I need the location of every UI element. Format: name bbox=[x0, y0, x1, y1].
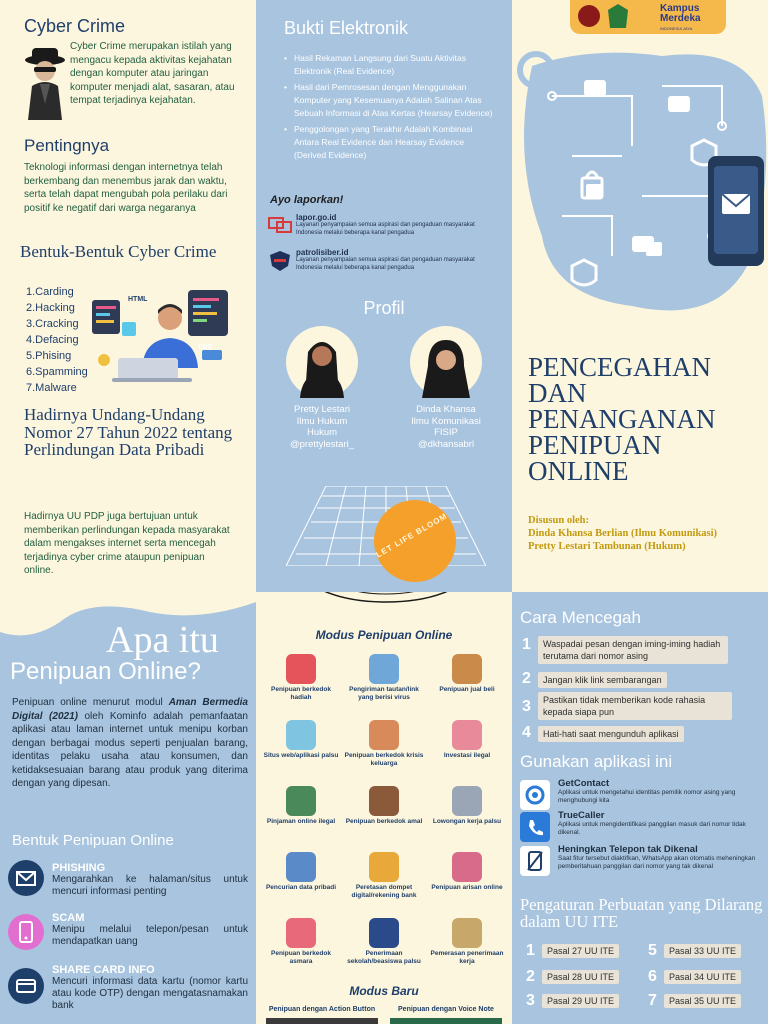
disusun-label: Disusun oleh: bbox=[528, 515, 589, 526]
tip-item: Jangan klik link sembarangan bbox=[538, 672, 667, 688]
pasal-item: Pasal 34 UU ITE bbox=[664, 970, 741, 984]
modus-label: Penerimaan sekolah/beasiswa palsu bbox=[347, 950, 421, 965]
modus-item bbox=[426, 786, 508, 826]
truecaller-icon[interactable] bbox=[520, 812, 550, 842]
modus-item bbox=[343, 786, 425, 826]
modus-baru-title: Modus Baru bbox=[349, 984, 419, 998]
modus-item bbox=[426, 852, 508, 892]
modus-label: Pinjaman online ilegal bbox=[266, 818, 336, 825]
lapor-name: lapor.go.id bbox=[296, 213, 337, 222]
modus-illustration-icon bbox=[369, 786, 399, 816]
app-desc: Saat fitur tersebut diaktifkan, WhatsApp akan otomatis meheningkan pemberitahuan panggilan dari nomor yang tak dikenal bbox=[558, 855, 756, 870]
programmer-illustration bbox=[92, 288, 240, 388]
share-card-icon bbox=[8, 968, 44, 1004]
pasal-number: 7 bbox=[648, 992, 657, 1009]
mode-desc: Mencuri informasi data kartu (nomor kartu atau kode OTP) dengan mengatasnamakan bank bbox=[52, 976, 248, 1011]
list-item: 1.Carding bbox=[26, 286, 74, 298]
modus-baru-item: Penipuan dengan Action Button bbox=[268, 1006, 376, 1013]
profile-handle[interactable]: @dkhansabrl bbox=[417, 438, 475, 450]
list-item: • Hasil Rekaman Langsung dari Suatu Aktivitas Elektronik (Real Evidence) bbox=[282, 52, 496, 78]
modus-item bbox=[343, 918, 425, 966]
app-desc: Aplikasi untuk mengetahui identitas pemilik nomor asing yang menghubungi kita bbox=[558, 789, 736, 804]
title-line: DAN bbox=[528, 378, 587, 408]
modus-illustration-icon bbox=[452, 918, 482, 948]
modus-label: Pemerasan penerimaan kerja bbox=[430, 950, 504, 965]
definition-pre: Penipuan online menurut modul bbox=[12, 697, 163, 708]
list-item: 3.Cracking bbox=[26, 318, 79, 330]
uu-pdp-text: Hadirnya UU PDP juga bertujuan untuk memberikan perlindungan kepada masyarakat dalam mengakses internet serta mencegah terjadinya cyber crime ataupun penipuan online. bbox=[24, 511, 230, 576]
app-truecaller bbox=[558, 810, 762, 837]
tip-item: Pastikan tidak memberikan kode rahasia kepada siapa pun bbox=[538, 692, 732, 720]
patroli-siber-name: patrolisiber.id bbox=[296, 248, 349, 257]
kampus-merdeka-sub: INDONESIA JAYA bbox=[660, 26, 693, 31]
list-item: 6.Spamming bbox=[26, 366, 88, 378]
modus-item bbox=[260, 918, 342, 966]
profile-pretty bbox=[272, 404, 372, 450]
pasal-item: Pasal 29 UU ITE bbox=[542, 994, 619, 1008]
modus-baru-item: Penipuan dengan Voice Note bbox=[398, 1006, 494, 1013]
modus-illustration-icon bbox=[369, 720, 399, 750]
panel-bukti-elektronik bbox=[256, 0, 512, 592]
title-line: PENIPUAN bbox=[528, 430, 662, 460]
modus-item bbox=[260, 852, 342, 892]
list-item: • Hasil dari Pemrosesan dengan Menggunakan Komputer yang Kesemuanya Adalah Salinan Atas Sebuah Informasi di Atas Kertas (Hearsay Evidence) bbox=[282, 81, 496, 120]
modus-baru-screenshot bbox=[266, 1018, 378, 1024]
modus-illustration-icon bbox=[452, 720, 482, 750]
pasal-number: 3 bbox=[526, 992, 535, 1009]
profile-faculty: Hukum bbox=[306, 427, 338, 438]
title-line: ONLINE bbox=[528, 456, 629, 486]
modus-illustration-icon bbox=[369, 918, 399, 948]
bentuk-penipuan-title: Bentuk Penipuan Online bbox=[12, 832, 174, 849]
panel-cyber-crime bbox=[0, 0, 256, 592]
modus-baru-screenshot bbox=[390, 1018, 502, 1024]
modus-item bbox=[426, 720, 508, 760]
cover-authors bbox=[528, 514, 764, 553]
cyber-security-illustration bbox=[512, 36, 768, 336]
author-name: Dinda Khansa Berlian (Ilmu Komunikasi) bbox=[528, 528, 718, 539]
title-line: PENANGANAN bbox=[528, 404, 716, 434]
app-getcontact bbox=[558, 778, 762, 805]
mode-desc: Menipu melalui telepon/pesan untuk mendapatkan uang bbox=[52, 924, 248, 947]
profile-handle[interactable]: @prettylestari_ bbox=[289, 438, 355, 450]
modus-illustration-icon bbox=[452, 786, 482, 816]
modus-label: Penipuan jual beli bbox=[439, 686, 495, 693]
mode-title: PHISHING bbox=[52, 862, 106, 874]
modus-illustration-icon bbox=[286, 786, 316, 816]
modus-title: Modus Penipuan Online bbox=[315, 628, 453, 642]
modus-illustration-icon bbox=[452, 852, 482, 882]
penipuan-definition bbox=[12, 696, 248, 791]
cyber-crime-text: Cyber Crime merupakan istilah yang mengacu kepada aktivitas kejahatan dengan komputer atau jaringan komputer menjadi alat, sasaran, atau tempat terjadinya kejahatan. bbox=[70, 41, 235, 106]
mode-phishing bbox=[52, 862, 248, 898]
modus-illustration-icon bbox=[286, 654, 316, 684]
lapor-logo-icon bbox=[268, 216, 292, 234]
pasal-item: Pasal 27 UU ITE bbox=[542, 944, 619, 958]
bukti-list bbox=[282, 52, 496, 165]
mode-title: SHARE CARD INFO bbox=[52, 964, 155, 976]
whatsapp-silence-icon[interactable] bbox=[520, 846, 550, 876]
regional-seal-icon bbox=[608, 4, 628, 28]
phishing-icon bbox=[8, 860, 44, 896]
modus-item bbox=[343, 654, 425, 702]
modus-item bbox=[260, 654, 342, 702]
modus-label: Penipuan arisan online bbox=[431, 884, 503, 891]
modus-item bbox=[426, 918, 508, 966]
modus-illustration-icon bbox=[369, 654, 399, 684]
author-name: Pretty Lestari Tambunan (Hukum) bbox=[528, 541, 686, 552]
tip-item: Waspadai pesan dengan iming-iming hadiah terutama dari nomor asing bbox=[538, 636, 728, 664]
panel-cover bbox=[512, 0, 768, 592]
list-item: 4.Defacing bbox=[26, 334, 79, 346]
lapor-desc: Layanan penyampaian semua aspirasi dan pengaduan masyarakat Indonesia melalui beberapa kanal pengadua bbox=[296, 222, 475, 236]
title-line: PENCEGAHAN bbox=[528, 352, 712, 382]
css-label: CSS bbox=[198, 344, 213, 351]
pentingnya-text: Teknologi informasi dengan internetnya telah berkembang dan menembus jarak dan waktu, serta telah dapat mengubah pola perilaku dari positif ke negatif dari warga negaranya bbox=[24, 162, 228, 214]
modus-label: Penipuan berkedok amal bbox=[345, 818, 423, 825]
modus-label: Penipuan berkedok krisis keluarga bbox=[344, 752, 424, 767]
pasal-number: 2 bbox=[526, 968, 535, 985]
modus-label: Situs web/aplikasi palsu bbox=[263, 752, 339, 759]
modus-label: Investasi ilegal bbox=[443, 752, 491, 759]
logo-bar bbox=[570, 0, 726, 34]
tip-number: 2 bbox=[522, 670, 531, 687]
modus-label: Penipuan berkedok asmara bbox=[271, 950, 331, 965]
cara-mencegah-title: Cara Mencegah bbox=[520, 608, 641, 627]
pengaturan-title: Pengaturan Perbuatan yang Dilarang dalam UU ITE bbox=[520, 895, 763, 931]
modus-label: Peretasan dompet digital/rekening bank bbox=[351, 884, 417, 899]
pasal-item: Pasal 35 UU ITE bbox=[664, 994, 741, 1008]
badge-text: LET LIFE BLOOM bbox=[374, 511, 449, 560]
pasal-number: 5 bbox=[648, 942, 657, 959]
apps-title: Gunakan aplikasi ini bbox=[520, 752, 673, 771]
profile-name: Pretty Lestari bbox=[294, 404, 350, 415]
bukti-title: Bukti Elektronik bbox=[284, 18, 409, 38]
profile-photo-dinda bbox=[410, 326, 482, 398]
list-item: 2.Hacking bbox=[26, 302, 75, 314]
cyber-crime-title: Cyber Crime bbox=[24, 16, 126, 36]
app-name: TrueCaller bbox=[558, 810, 605, 821]
patroli-siber-desc: Layanan penyampaian semua aspirasi dan pengaduan masyarakat Indonesia melalui beberapa kanal pengadua bbox=[296, 257, 475, 271]
modus-illustration-icon bbox=[286, 852, 316, 882]
profile-dept: Ilmu Hukum bbox=[296, 415, 348, 427]
app-heningkan bbox=[558, 844, 762, 871]
modus-illustration-icon bbox=[286, 720, 316, 750]
profil-title: Profil bbox=[363, 298, 405, 318]
profile-faculty: FISIP bbox=[434, 427, 458, 438]
tip-number: 3 bbox=[522, 698, 531, 715]
tip-number: 4 bbox=[522, 724, 531, 741]
modus-item bbox=[260, 786, 342, 826]
mode-share-card bbox=[52, 964, 248, 1012]
app-name: Heningkan Telepon tak Dikenal bbox=[558, 844, 698, 855]
getcontact-icon[interactable] bbox=[520, 780, 550, 810]
university-logo-icon bbox=[578, 5, 600, 27]
pasal-number: 1 bbox=[526, 942, 535, 959]
bentuk-cyber-title: Bentuk-Bentuk Cyber Crime bbox=[20, 242, 217, 261]
penipuan-online-title: Penipuan Online? bbox=[10, 658, 201, 685]
modus-item bbox=[426, 654, 508, 694]
profile-dept: Ilmu Komunikasi bbox=[411, 415, 481, 427]
html-label: HTML bbox=[128, 296, 148, 303]
modus-item bbox=[343, 852, 425, 900]
pasal-item: Pasal 33 UU ITE bbox=[664, 944, 741, 958]
profile-dinda bbox=[396, 404, 496, 450]
modus-label: Pengiriman tautan/link yang berisi virus bbox=[349, 686, 419, 701]
mode-desc: Mengarahkan ke halaman/situs untuk mencuri informasi penting bbox=[52, 874, 248, 897]
profile-photo-pretty bbox=[286, 326, 358, 398]
lapor-item[interactable] bbox=[296, 213, 502, 237]
pasal-number: 6 bbox=[648, 968, 657, 985]
panel-modus-penipuan bbox=[256, 592, 512, 1024]
modus-illustration-icon bbox=[452, 654, 482, 684]
mode-scam bbox=[52, 912, 248, 948]
kampus-merdeka-logo: Kampus Merdeka bbox=[660, 3, 701, 24]
panel-apa-itu bbox=[0, 592, 256, 1024]
patroli-siber-logo-icon bbox=[268, 250, 292, 272]
mode-title: SCAM bbox=[52, 912, 85, 924]
list-item: 7.Malware bbox=[26, 382, 77, 394]
tip-number: 1 bbox=[522, 636, 531, 653]
pentingnya-title: Pentingnya bbox=[24, 136, 110, 155]
uu-pdp-title: Hadirnya Undang-Undang Nomor 27 Tahun 2022 tentang Perlindungan Data Pribadi bbox=[24, 405, 233, 459]
bentuk-cyber-list bbox=[26, 284, 88, 396]
modus-item bbox=[260, 720, 342, 760]
modus-grid bbox=[256, 592, 512, 984]
modus-item bbox=[343, 720, 425, 768]
definition-post: oleh Kominfo adalah pemanfaatan aplikasi atau laman internet untuk menipu korban dengan berbagai modus seperti penjualan barang, identitas pelaku usaha atau konsumen, dan ketidaksesuaian barang atau produk yang diterima dengan yang dipesan. bbox=[12, 710, 248, 789]
cover-title bbox=[528, 354, 716, 484]
ayo-laporkan-title: Ayo laporkan! bbox=[270, 194, 344, 206]
panel-cara-mencegah bbox=[512, 592, 768, 1024]
app-name: GetContact bbox=[558, 778, 610, 789]
app-desc: Aplikasi untuk mengidentifikasi panggilan masuk dari nomor tidak dikenal. bbox=[558, 821, 746, 836]
modus-illustration-icon bbox=[369, 852, 399, 882]
tip-item: Hati-hati saat mengunduh aplikasi bbox=[538, 726, 684, 742]
patroli-siber-item[interactable] bbox=[296, 248, 502, 272]
list-item: 5.Phising bbox=[26, 350, 72, 362]
definition-book: Aman Bermedia Digital (2021) bbox=[12, 697, 248, 722]
scam-phone-icon bbox=[8, 914, 44, 950]
modus-label: Penipuan berkedok hadiah bbox=[271, 686, 331, 701]
modus-label: Pencurian data pribadi bbox=[265, 884, 337, 891]
hacker-icon bbox=[22, 44, 68, 120]
list-item: • Penggolongan yang Terakhir Adalah Kombinasi Antara Real Evidence dan Hearsay Evidence (Derived Evidence) bbox=[282, 123, 496, 162]
apa-itu-title: Apa itu bbox=[106, 619, 219, 661]
modus-illustration-icon bbox=[286, 918, 316, 948]
modus-label: Lowongan kerja palsu bbox=[432, 818, 502, 825]
profile-name: Dinda Khansa bbox=[416, 404, 476, 415]
pasal-item: Pasal 28 UU ITE bbox=[542, 970, 619, 984]
